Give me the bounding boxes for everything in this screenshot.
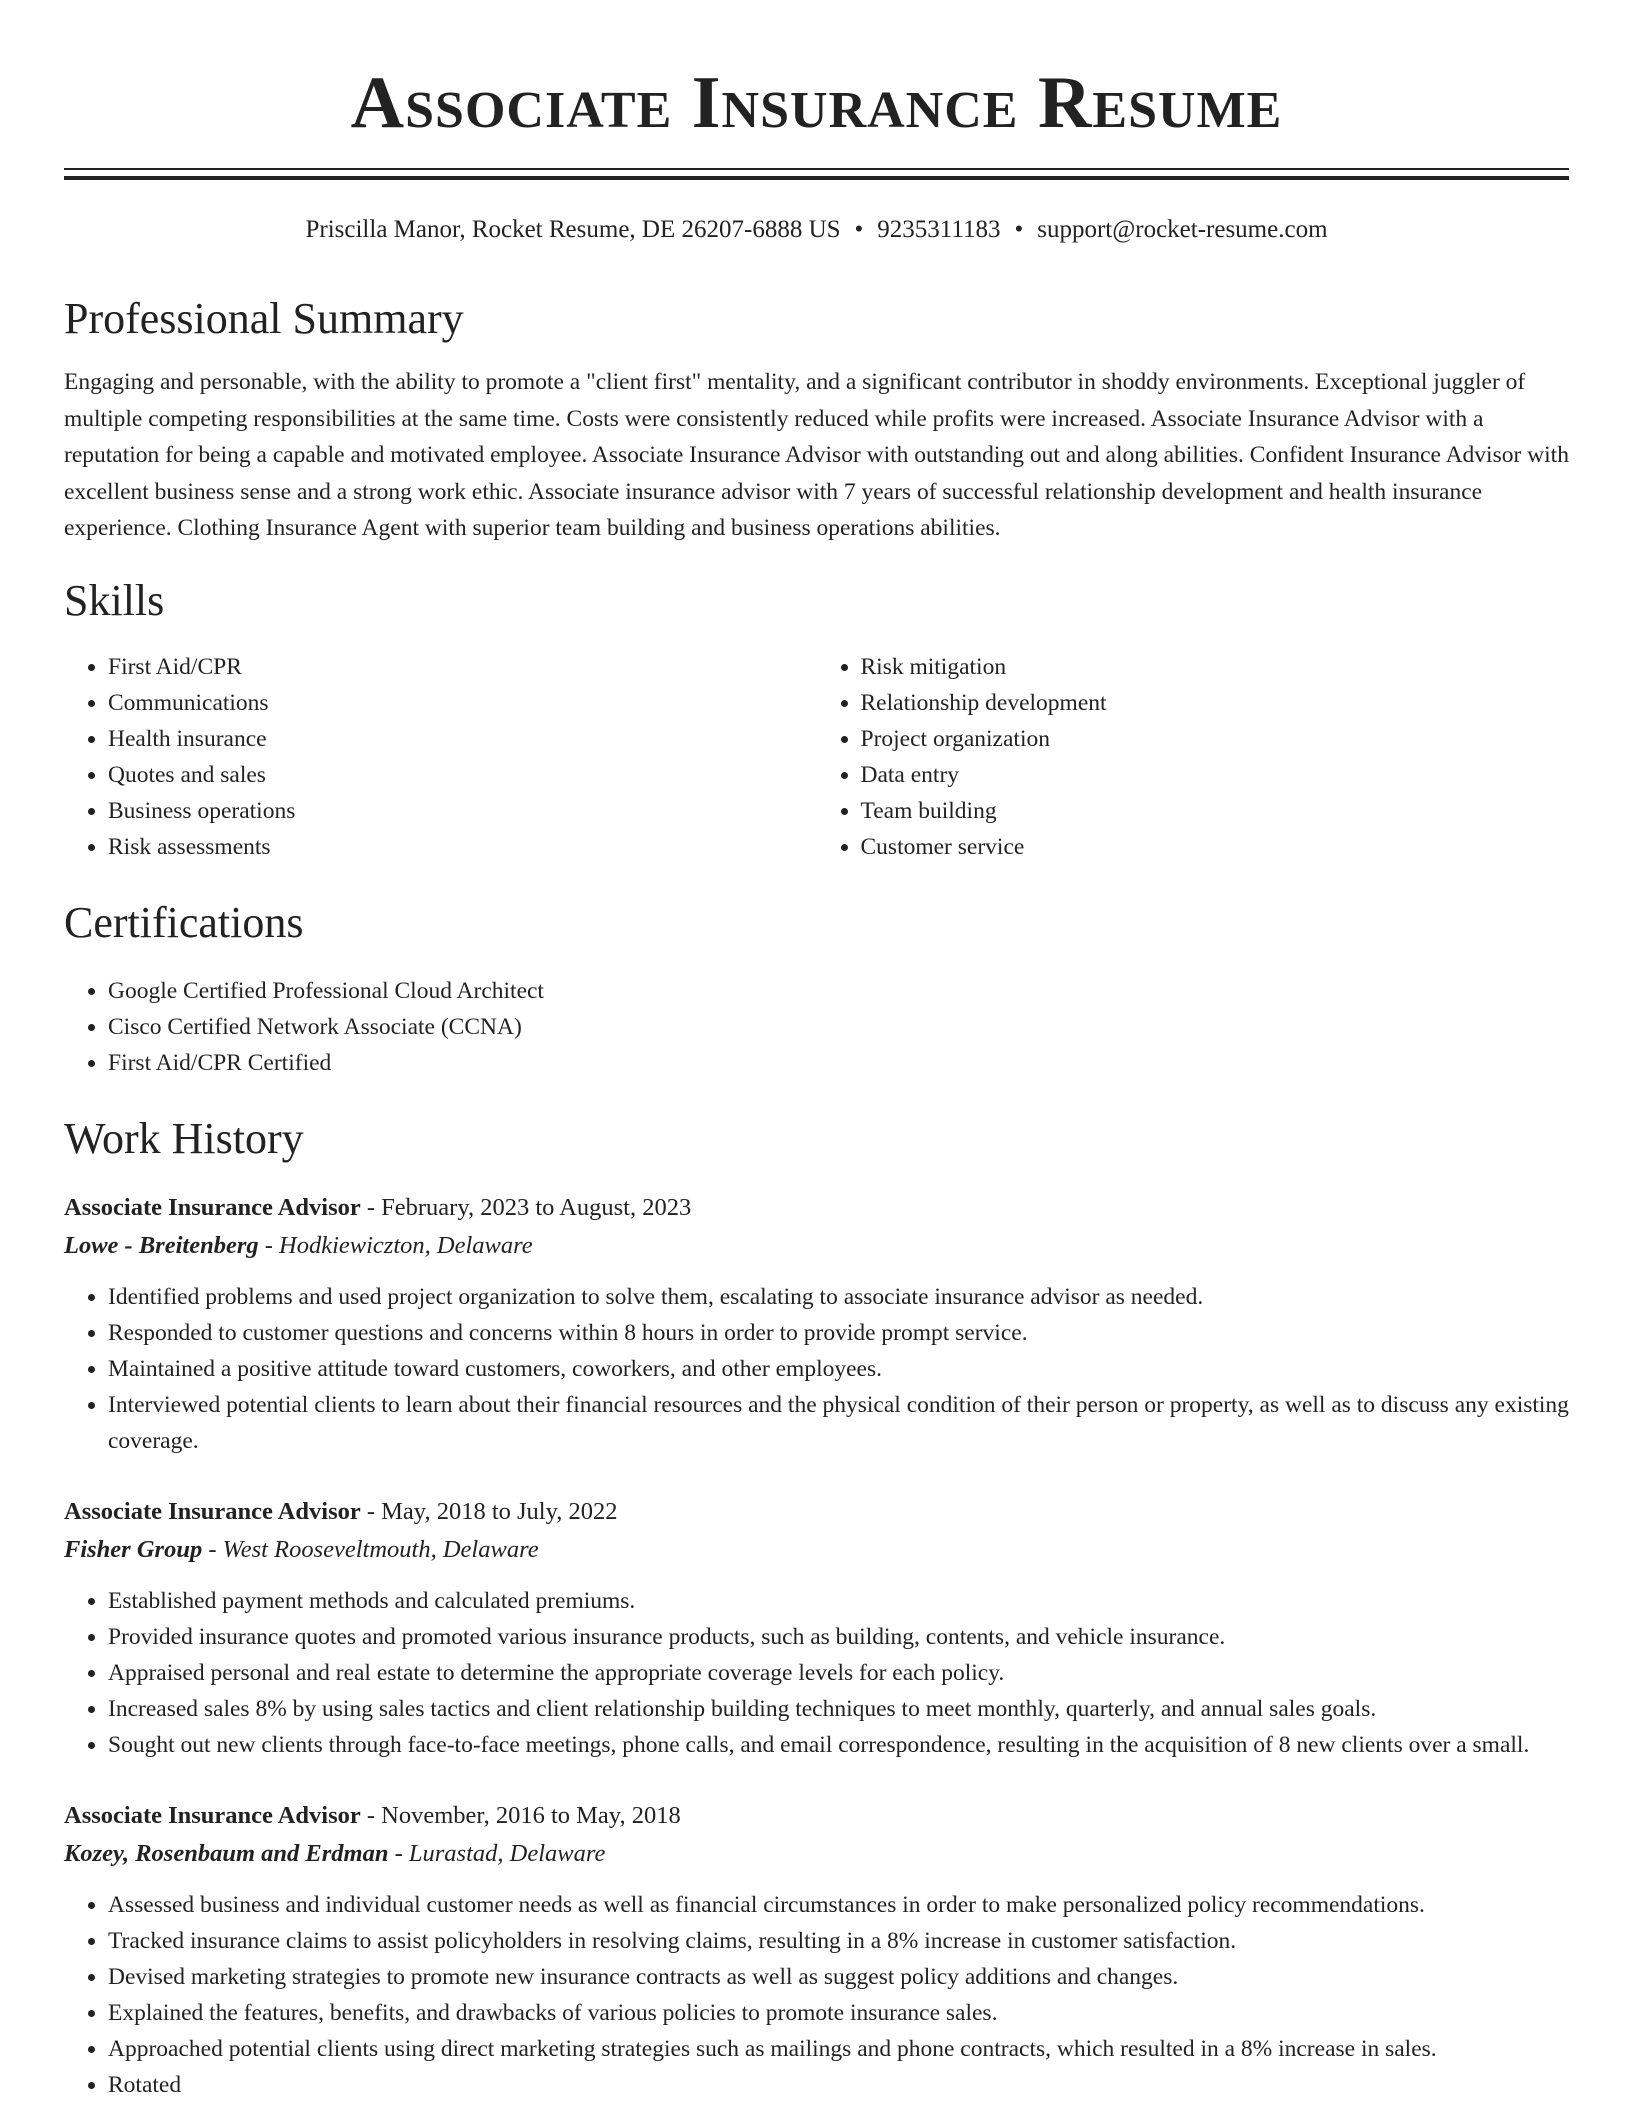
job-bullet: • Provided insurance quotes and promoted various insurance products, such as building, contents, and vehicle insurance.: [108, 1619, 1569, 1655]
job-location: - Lurastad, Delaware: [388, 1839, 606, 1867]
job-bullet: • Sought out new clients through face-to-face meetings, phone calls, and email correspondence, resulting in the acquisition of 8 new clients over a small.: [108, 1727, 1569, 1763]
job-bullet: • Appraised personal and real estate to determine the appropriate coverage levels for each policy.: [108, 1655, 1569, 1691]
job-title: Associate Insurance Advisor: [64, 1497, 361, 1525]
job-bullet: • Responded to customer questions and concerns within 8 hours in order to provide prompt service.: [108, 1315, 1569, 1351]
certification-item: • First Aid/CPR Certified: [108, 1045, 1569, 1081]
contact-email: support@rocket-resume.com: [1037, 216, 1328, 243]
job-bullet: • Tracked insurance claims to assist policyholders in resolving claims, resulting in a 8% increase in customer satisfaction.: [108, 1923, 1569, 1959]
job-bullet: • Maintained a positive attitude toward customers, coworkers, and other employees.: [108, 1351, 1569, 1387]
job-company: Lowe - Breitenberg: [64, 1231, 259, 1259]
job-company-line: [64, 1835, 1569, 1873]
job-entry: [64, 1189, 1569, 1459]
contact-phone: 9235311183: [877, 216, 1001, 243]
job-company-line: [64, 1227, 1569, 1265]
job-bullets: [64, 1583, 1569, 1763]
job-dates: - November, 2016 to May, 2018: [360, 1801, 681, 1829]
skill-item: • Project organization: [861, 721, 1570, 757]
skills-list-right: [817, 649, 1570, 865]
job-title-line: [64, 1493, 1569, 1531]
job-bullet: • Approached potential clients using direct marketing strategies such as mailings and phone contracts, which resulted in a 8% increase in sales.: [108, 2031, 1569, 2067]
title-divider-thin: [64, 168, 1569, 170]
work-history-heading: Work History: [64, 1113, 304, 1163]
summary-heading: Professional Summary: [64, 294, 464, 343]
skills-list-left: [64, 649, 817, 865]
contact-address: Priscilla Manor, Rocket Resume, DE 26207-6888 US: [305, 216, 841, 243]
skill-item: • Business operations: [108, 793, 817, 829]
skills-columns: [64, 649, 1569, 865]
job-entry: [64, 1797, 1569, 2103]
job-dates: - February, 2023 to August, 2023: [360, 1193, 692, 1221]
skill-item: • Risk assessments: [108, 829, 817, 865]
skill-item: • First Aid/CPR: [108, 649, 817, 685]
contact-separator: •: [1014, 216, 1024, 243]
skill-item: • Risk mitigation: [861, 649, 1570, 685]
job-bullet: • Assessed business and individual customer needs as well as financial circumstances in order to make personalized policy recommendations.: [108, 1887, 1569, 1923]
job-entry: [64, 1493, 1569, 1763]
job-bullet: • Increased sales 8% by using sales tactics and client relationship building techniques to meet monthly, quarterly, and annual sales goals.: [108, 1691, 1569, 1727]
job-bullet: • Explained the features, benefits, and drawbacks of various policies to promote insurance sales.: [108, 1995, 1569, 2031]
resume-page: [64, 0, 1569, 2103]
job-location: - West Rooseveltmouth, Delaware: [202, 1535, 539, 1563]
job-bullet: • Established payment methods and calculated premiums.: [108, 1583, 1569, 1619]
skill-item: • Team building: [861, 793, 1570, 829]
skills-heading: Skills: [64, 575, 165, 625]
job-title: Associate Insurance Advisor: [64, 1801, 361, 1829]
contact-line: [64, 213, 1569, 247]
contact-separator: •: [854, 216, 864, 243]
skill-item: • Data entry: [861, 757, 1570, 793]
job-bullet: • Identified problems and used project organization to solve them, escalating to associate insurance advisor as needed.: [108, 1279, 1569, 1315]
certifications-heading: Certifications: [64, 897, 304, 947]
resume-title: Associate Insurance Resume: [350, 62, 1283, 144]
job-title-line: [64, 1797, 1569, 1835]
skill-item: • Quotes and sales: [108, 757, 817, 793]
certification-item: • Google Certified Professional Cloud Architect: [108, 973, 1569, 1009]
job-bullet: • Rotated: [108, 2067, 1569, 2103]
title-divider-thick: [64, 176, 1569, 180]
certifications-list: [64, 973, 1569, 1081]
skill-item: • Communications: [108, 685, 817, 721]
job-company-line: [64, 1531, 1569, 1569]
skill-item: • Health insurance: [108, 721, 817, 757]
skill-item: • Relationship development: [861, 685, 1570, 721]
skill-item: • Customer service: [861, 829, 1570, 865]
summary-text: Engaging and personable, with the ability to promote a "client first" mentality, and a significant contributor in shoddy environments. Exceptional juggler of multiple competing responsibilities at the same time. Costs were consistently reduced while profits were increased. Associate Insurance Advisor with a reputation for being a capable and motivated employee. Associate Insurance Advisor with outstanding out and along abilities. Confident Insurance Advisor with excellent business sense and a strong work ethic. Associate insurance advisor with 7 years of successful relationship development and health insurance experience. Clothing Insurance Agent with superior team building and business operations abilities.: [64, 369, 1569, 541]
job-title-line: [64, 1189, 1569, 1227]
job-bullet: • Interviewed potential clients to learn about their financial resources and the physical condition of their person or property, as well as to discuss any existing coverage.: [108, 1387, 1569, 1459]
job-bullet: • Devised marketing strategies to promote new insurance contracts as well as suggest policy additions and changes.: [108, 1959, 1569, 1995]
job-company: Fisher Group: [64, 1535, 203, 1563]
job-bullets: [64, 1279, 1569, 1459]
job-dates: - May, 2018 to July, 2022: [360, 1497, 618, 1525]
job-company: Kozey, Rosenbaum and Erdman: [64, 1839, 389, 1867]
job-title: Associate Insurance Advisor: [64, 1193, 361, 1221]
job-bullets: [64, 1887, 1569, 2103]
certification-item: • Cisco Certified Network Associate (CCNA): [108, 1009, 1569, 1045]
job-location: - Hodkiewiczton, Delaware: [258, 1231, 533, 1259]
